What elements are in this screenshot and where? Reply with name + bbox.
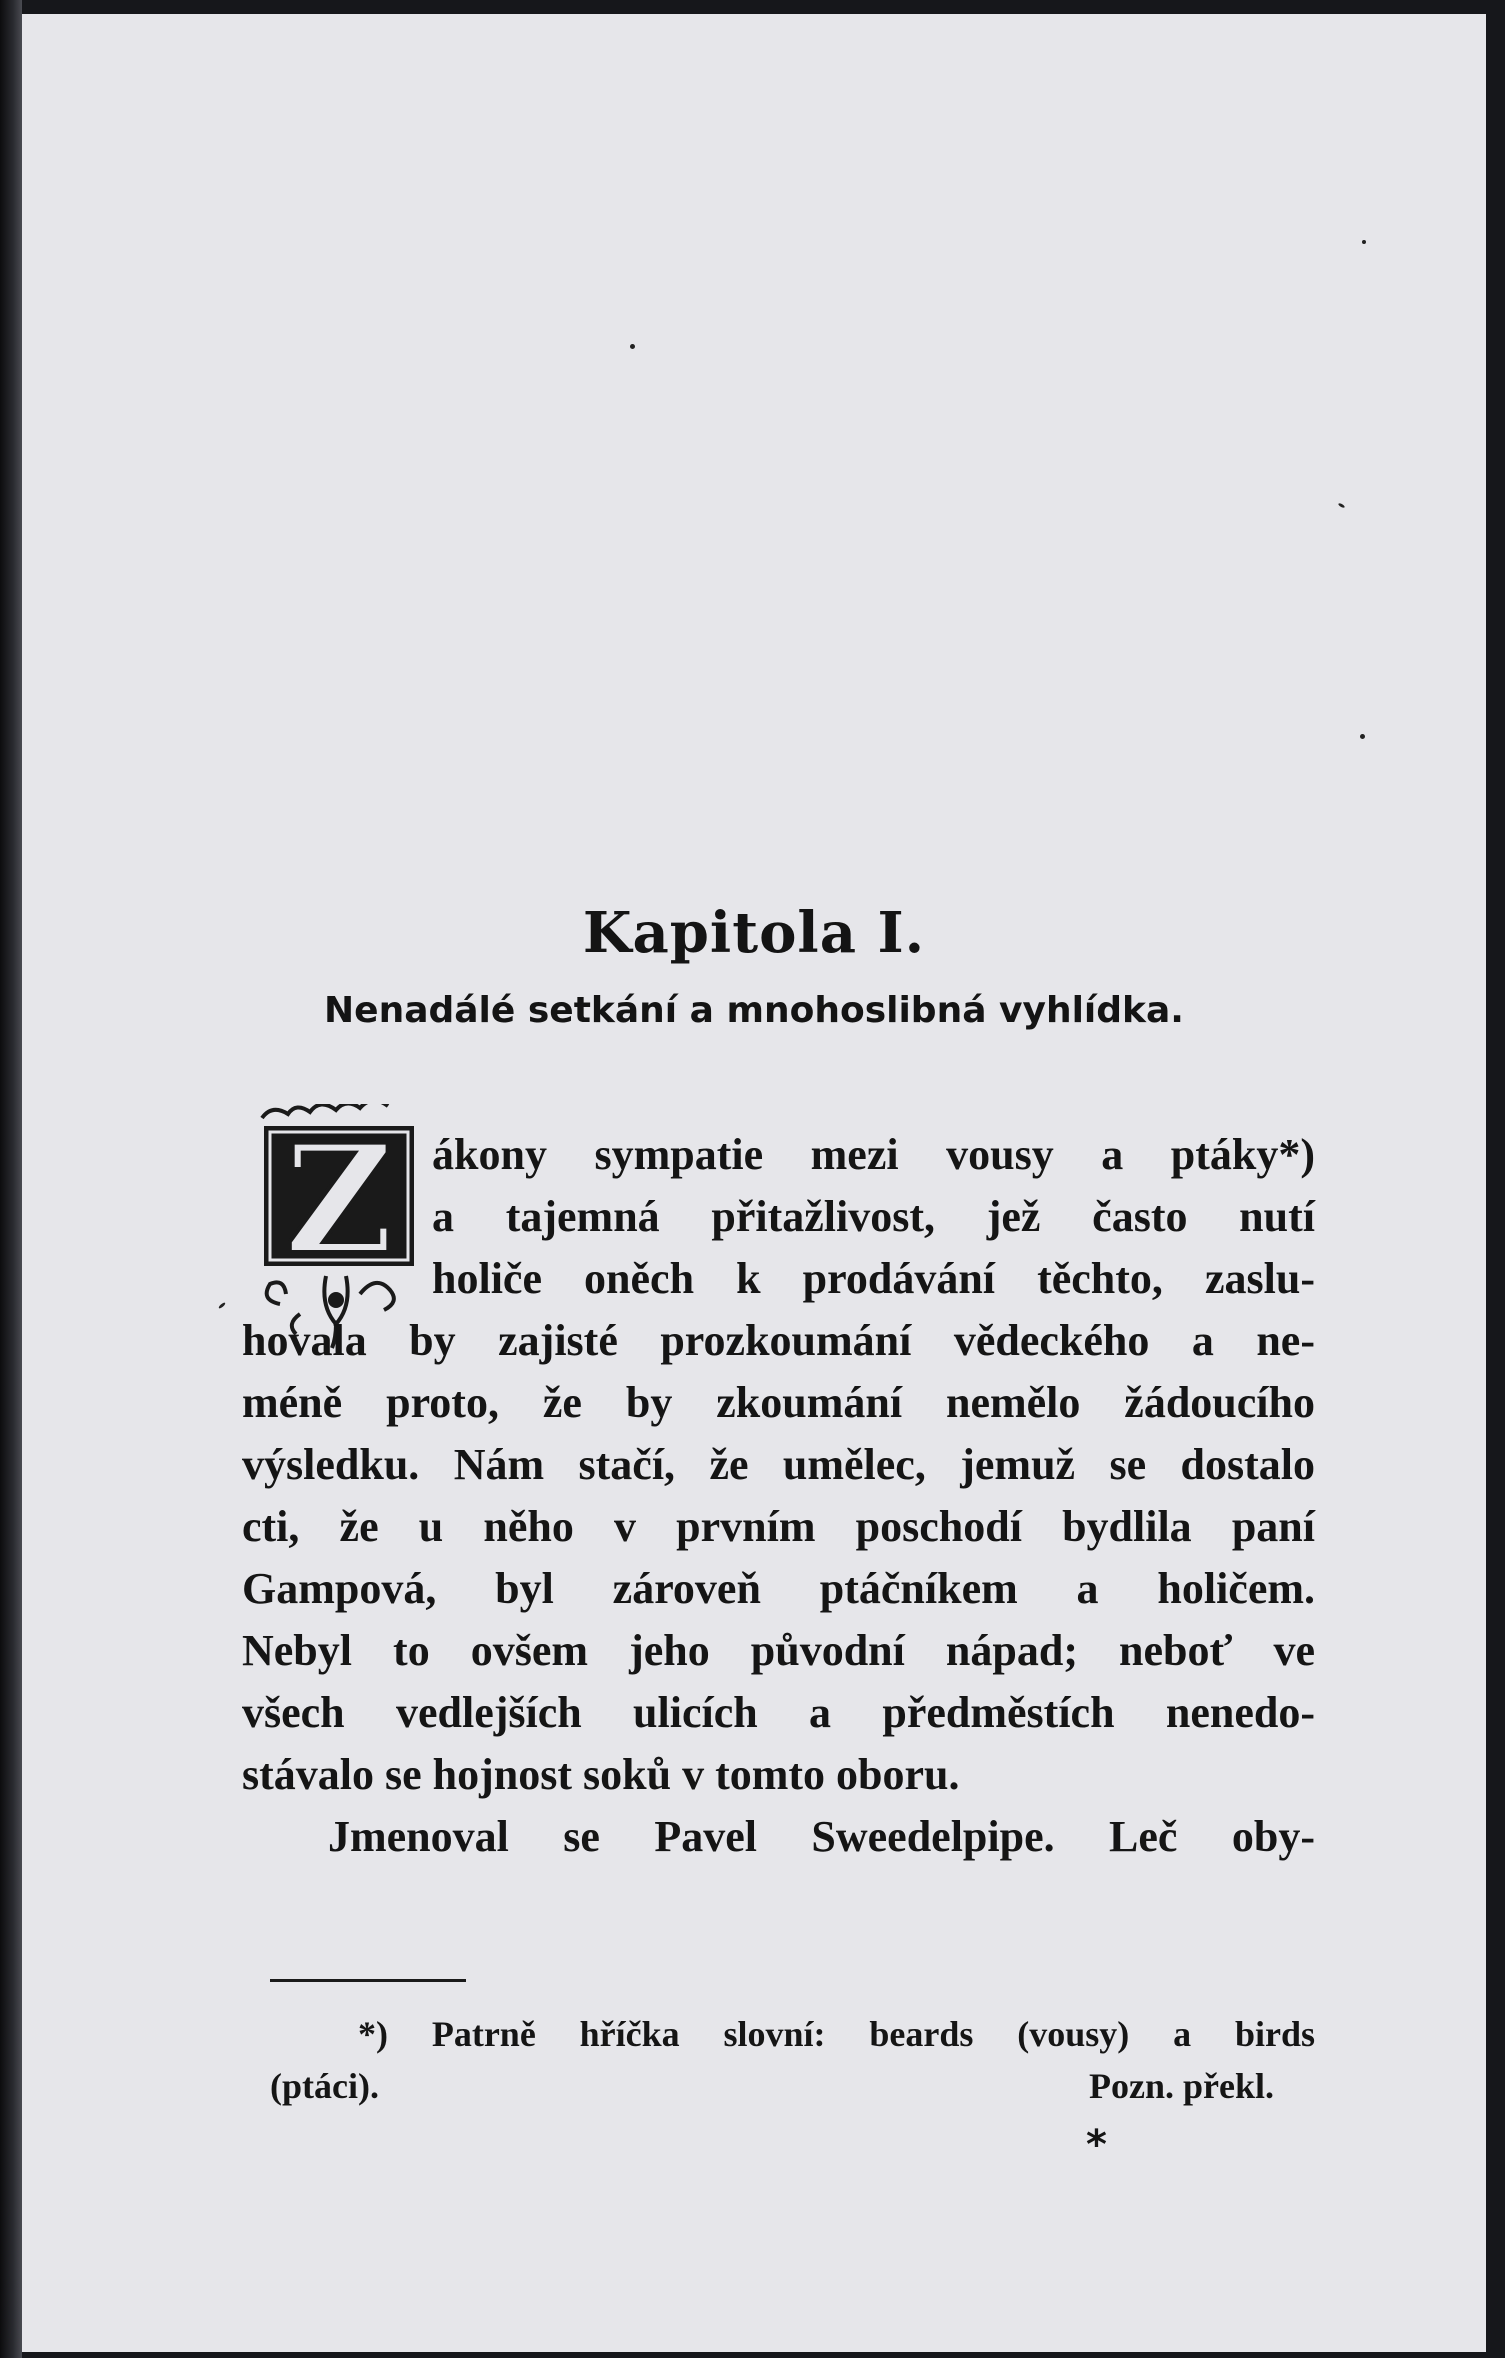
body-line: ákony sympatie mezi vousy a ptáky*) [432,1130,1315,1179]
drop-cap-letter: Z [284,1112,394,1288]
print-speck [1362,240,1366,244]
chapter-subtitle: Nenadálé setkání a mnohoslibná vyhlídka. [324,990,1184,1031]
print-speck [1338,502,1346,508]
body-line: Gampová, byl zároveň ptáčníkem a holičem. [242,1564,1315,1613]
body-line: stávalo se hojnost soků v tomto oboru. [242,1750,960,1799]
body-line: a tajemná přitažlivost, jež často nutí [432,1192,1315,1241]
chapter-title: Kapitola I. [582,900,926,966]
book-page [22,14,1486,2352]
translator-note: Pozn. překl. [1089,2066,1274,2106]
body-line: Nebyl to ovšem jeho původní nápad; neboť ve [242,1626,1315,1675]
body-line: cti, že u něho v prvním poschodí bydlila paní [242,1502,1315,1551]
print-speck [630,344,635,349]
body-line: výsledku. Nám stačí, že umělec, jemuž se dostalo [242,1440,1315,1489]
footnote-rule [270,1979,466,1982]
print-speck [218,1302,226,1309]
body-line: hovala by zajisté prozkoumání vědeckého a ne- [242,1316,1315,1365]
body-line: všech vedlejších ulicích a předměstích nenedo- [242,1688,1315,1737]
book-spine-edge [0,0,22,2358]
footnote-text: (ptáci). [270,2066,379,2106]
footnote-line-2 [22,2060,1486,2112]
print-speck [1360,734,1365,739]
footnote-line: *) Patrně hříčka slovní: beards (vousy) a birds [358,2014,1315,2054]
signature-mark: * [1086,2122,1107,2168]
body-line: méně proto, že by zkoumání nemělo žádoucího [242,1378,1315,1427]
body-line: holiče oněch k prodávání těchto, zaslu- [432,1254,1315,1303]
body-line: Jmenoval se Pavel Sweedelpipe. Leč oby- [328,1812,1315,1861]
